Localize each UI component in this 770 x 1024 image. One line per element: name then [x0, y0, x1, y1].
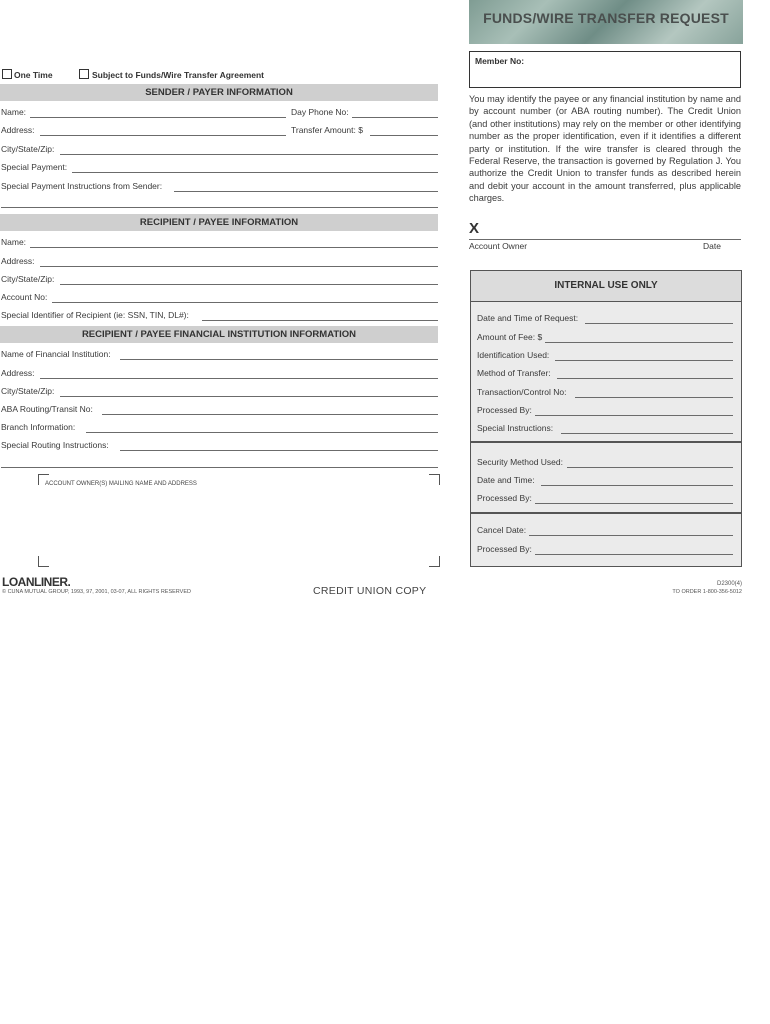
form-number: D2300(4): [716, 581, 742, 587]
method-field[interactable]: [557, 378, 733, 379]
sender-name-field[interactable]: [30, 117, 286, 118]
internal-special-field[interactable]: [561, 433, 733, 434]
cancel-date-label: Cancel Date:: [477, 525, 527, 535]
mailing-corner-bl: [38, 556, 49, 567]
special-instructions-field-2[interactable]: [1, 207, 438, 208]
security-method-field[interactable]: [567, 467, 733, 468]
institution-section-header: RECIPIENT / PAYEE FINANCIAL INSTITUTION INFORMATION: [0, 326, 438, 343]
subject-agreement-checkbox[interactable]: [79, 69, 89, 79]
special-instructions-label: Special Payment Instructions from Sender:: [1, 181, 163, 191]
institution-city-label: City/State/Zip:: [1, 386, 55, 396]
day-phone-field[interactable]: [352, 117, 438, 118]
mailing-address-field[interactable]: [45, 492, 425, 552]
signature-x-mark: X: [469, 220, 480, 237]
transfer-amount-field[interactable]: [370, 135, 438, 136]
branch-info-label: Branch Information:: [1, 422, 76, 432]
account-no-label: Account No:: [1, 292, 48, 302]
recipient-city-field[interactable]: [60, 284, 438, 285]
date-time-request-field[interactable]: [585, 323, 733, 324]
id-used-field[interactable]: [555, 360, 733, 361]
sender-address-field[interactable]: [40, 135, 286, 136]
mailing-address-label: ACCOUNT OWNER(S) MAILING NAME AND ADDRESS: [45, 481, 197, 487]
aba-routing-field[interactable]: [102, 414, 438, 415]
processed-by-2-field[interactable]: [535, 503, 733, 504]
special-identifier-field[interactable]: [202, 320, 438, 321]
security-method-label: Security Method Used:: [477, 457, 563, 467]
processed-by-3-label: Processed By:: [477, 544, 532, 554]
date-time-request-label: Date and Time of Request:: [477, 313, 579, 323]
special-routing-field[interactable]: [120, 450, 438, 451]
mailing-corner-tr: [429, 474, 440, 485]
special-payment-label: Special Payment:: [1, 162, 68, 172]
control-field[interactable]: [575, 397, 733, 398]
processed-by-1-field[interactable]: [535, 415, 733, 416]
fee-label: Amount of Fee: $: [477, 332, 543, 342]
fee-field[interactable]: [545, 342, 733, 343]
account-owner-label: Account Owner: [469, 241, 528, 251]
institution-address-label: Address:: [1, 368, 35, 378]
date-time-field[interactable]: [541, 485, 733, 486]
member-no-label: Member No:: [475, 56, 525, 66]
institution-city-field[interactable]: [60, 396, 438, 397]
internal-use-header: INTERNAL USE ONLY: [471, 271, 741, 302]
recipient-name-label: Name:: [1, 237, 27, 247]
sender-address-label: Address:: [1, 125, 35, 135]
day-phone-label: Day Phone No:: [291, 107, 349, 117]
sender-section-header: SENDER / PAYER INFORMATION: [0, 84, 438, 101]
sender-name-label: Name:: [1, 107, 27, 117]
date-time-label: Date and Time:: [477, 475, 535, 485]
transfer-amount-label: Transfer Amount: $: [291, 125, 363, 135]
special-payment-field[interactable]: [72, 172, 438, 173]
institution-name-label: Name of Financial Institution:: [1, 349, 111, 359]
authorization-paragraph: You may identify the payee or any financial institution by name and by account number (or ABA routing number). The Credit Union (and other institutions) may rely on the member or other identifying number as the proper identification, even if it identifies a different party or institution. If the wire transfer is cleared through the Federal Reserve, the transaction is governed by Regulation J. You authorize the Credit Union to transfer funds as described herein and debit your account in the amount transferred, plus applicable charges.: [469, 94, 741, 204]
form-title: FUNDS/WIRE TRANSFER REQUEST: [483, 10, 729, 26]
institution-address-field[interactable]: [40, 378, 438, 379]
sender-city-field[interactable]: [60, 154, 438, 155]
internal-use-panel: [470, 270, 742, 567]
mailing-corner-br: [429, 556, 440, 567]
copyright-text: © CUNA MUTUAL GROUP, 1993, 97, 2001, 03-07, ALL RIGHTS RESERVED: [2, 589, 191, 595]
order-phone: TO ORDER 1-800-356-5012: [672, 589, 742, 595]
control-label: Transaction/Control No:: [477, 387, 567, 397]
method-label: Method of Transfer:: [477, 368, 551, 378]
special-identifier-label: Special Identifier of Recipient (ie: SSN, TIN, DL#):: [1, 310, 189, 320]
loanliner-logo: LOANLINER.: [2, 575, 71, 589]
institution-name-field[interactable]: [120, 359, 438, 360]
member-no-box[interactable]: [469, 51, 741, 88]
account-no-field[interactable]: [52, 302, 438, 303]
id-used-label: Identification Used:: [477, 350, 550, 360]
recipient-city-label: City/State/Zip:: [1, 274, 55, 284]
special-instructions-field[interactable]: [174, 191, 438, 192]
processed-by-1-label: Processed By:: [477, 405, 532, 415]
aba-routing-label: ABA Routing/Transit No:: [1, 404, 93, 414]
recipient-section-header: RECIPIENT / PAYEE INFORMATION: [0, 214, 438, 231]
one-time-label: One Time: [14, 70, 53, 80]
special-routing-label: Special Routing Instructions:: [1, 440, 109, 450]
credit-union-copy-label: CREDIT UNION COPY: [313, 585, 427, 597]
internal-special-label: Special Instructions:: [477, 423, 554, 433]
signature-line[interactable]: [469, 239, 741, 240]
signature-date-label: Date: [703, 241, 721, 251]
special-routing-field-2[interactable]: [1, 467, 438, 468]
cancel-date-field[interactable]: [529, 535, 733, 536]
recipient-address-field[interactable]: [40, 266, 438, 267]
form-title-banner: [469, 0, 743, 44]
branch-info-field[interactable]: [86, 432, 438, 433]
processed-by-3-field[interactable]: [535, 554, 733, 555]
sender-city-label: City/State/Zip:: [1, 144, 55, 154]
recipient-name-field[interactable]: [30, 247, 438, 248]
one-time-checkbox[interactable]: [2, 69, 12, 79]
recipient-address-label: Address:: [1, 256, 35, 266]
processed-by-2-label: Processed By:: [477, 493, 532, 503]
subject-agreement-label: Subject to Funds/Wire Transfer Agreement: [92, 70, 265, 80]
